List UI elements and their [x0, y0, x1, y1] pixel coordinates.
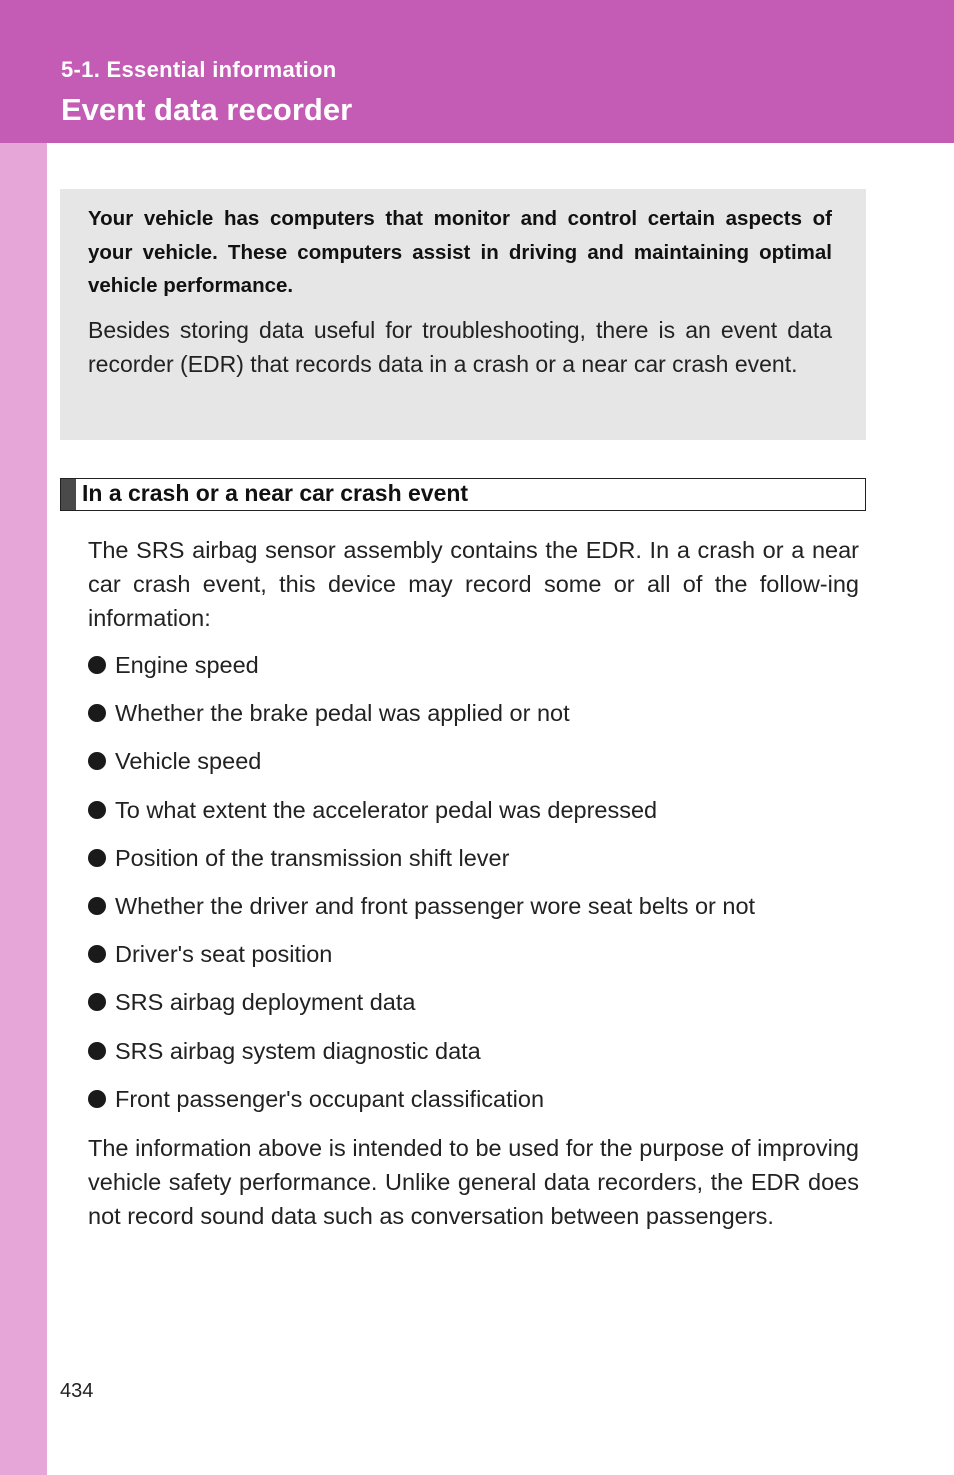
list-item: [88, 696, 859, 744]
page-header: [0, 0, 954, 143]
bullet-icon: [88, 752, 106, 770]
page-title: Event data recorder: [61, 92, 353, 127]
section-label: 5-1. Essential information: [61, 57, 337, 82]
list-item-label: SRS airbag deployment data: [115, 989, 416, 1016]
list-item-label: Position of the transmission shift lever: [115, 844, 510, 871]
list-item-label: SRS airbag system diagnostic data: [115, 1037, 481, 1064]
list-item: [88, 937, 859, 985]
list-item: [88, 985, 859, 1033]
bullet-icon: [88, 993, 106, 1011]
intro-paragraph: The SRS airbag sensor assembly contains the EDR. In a crash or a near car crash event, this device may record some or all of the follow-ing information:: [88, 537, 859, 631]
bullet-icon: [88, 849, 106, 867]
summary-body-text: Besides storing data useful for troubleshooting, there is an event data recorder (EDR) that records data in a crash or a near car crash event.: [88, 317, 832, 377]
list-item: [88, 841, 859, 889]
section-heading: In a crash or a near car crash event: [82, 480, 469, 506]
list-item-label: Whether the brake pedal was applied or not: [115, 700, 570, 727]
list-item: [88, 793, 859, 841]
list-item-label: Engine speed: [115, 652, 259, 678]
list-item: [88, 1034, 859, 1082]
list-item-label: Driver's seat position: [115, 941, 333, 968]
bullet-icon: [88, 897, 106, 915]
side-color-strip: [0, 143, 47, 1475]
bullet-icon: [88, 1042, 106, 1060]
list-item-label: Whether the driver and front passenger wore seat belts or not: [115, 892, 756, 919]
list-item-label: Vehicle speed: [115, 748, 262, 775]
page-number: 434: [60, 1380, 94, 1402]
list-item: [88, 1082, 859, 1130]
list-item: [88, 744, 859, 792]
list-item: [88, 889, 859, 937]
recorded-info-list: [88, 648, 859, 1130]
list-item-label: To what extent the accelerator pedal was depressed: [115, 796, 658, 823]
section-heading-marker: [61, 479, 76, 510]
summary-bold-text: Your vehicle has computers that monitor and control certain aspects of your vehicle. These computers assist in driving and maintaining optimal vehicle performance.: [88, 207, 832, 297]
section-heading-box: [60, 478, 866, 511]
list-item: [88, 648, 859, 696]
bullet-icon: [88, 801, 106, 819]
list-item-label: Front passenger's occupant classification: [115, 1085, 545, 1112]
bullet-icon: [88, 704, 106, 722]
bullet-icon: [88, 1090, 106, 1108]
bullet-icon: [88, 656, 106, 674]
bullet-icon: [88, 945, 106, 963]
summary-box: [60, 189, 866, 440]
closing-paragraph: The information above is intended to be used for the purpose of improving vehicle safety performance. Unlike general data recorders, the EDR does not record sound data such as conversation between passengers.: [88, 1135, 859, 1229]
